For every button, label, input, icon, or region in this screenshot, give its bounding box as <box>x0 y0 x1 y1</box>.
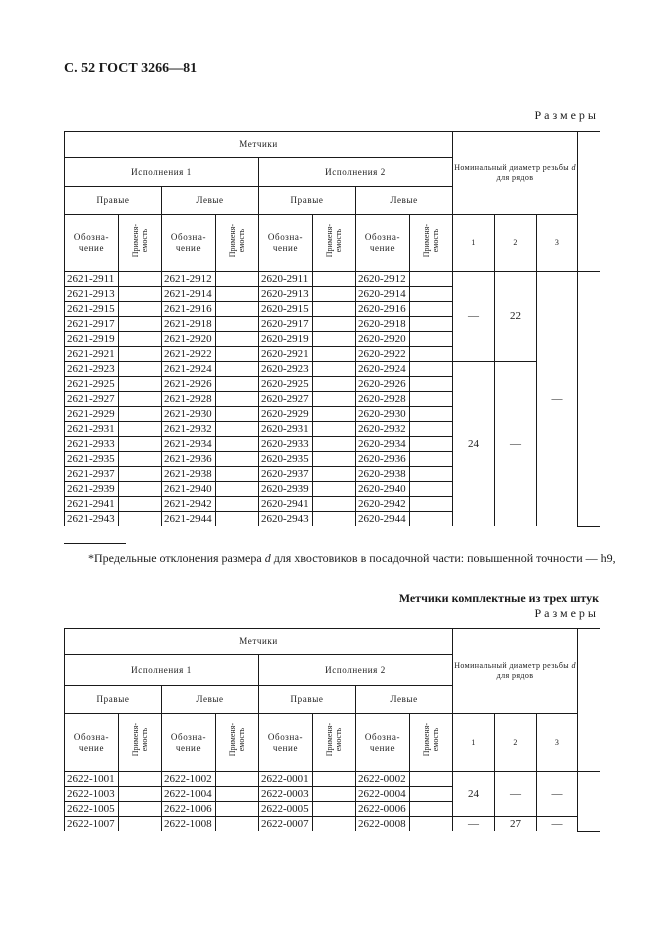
applicability-cell <box>216 437 259 452</box>
applicability-cell <box>410 362 453 377</box>
header-right-2: Правые <box>259 686 356 714</box>
applicability-cell <box>410 452 453 467</box>
designation-cell: 2621-2933 <box>65 437 119 452</box>
diameter-row3-value: — <box>537 817 578 832</box>
applicability-cell <box>313 482 356 497</box>
applicability-cell <box>313 407 356 422</box>
applicability-cell <box>216 287 259 302</box>
header-designation: Обозна- чение <box>259 714 313 772</box>
header-right-1: Правые <box>65 187 162 215</box>
applicability-cell <box>313 787 356 802</box>
header-designation: Обозна- чение <box>259 215 313 272</box>
header-applicability: Применя- емость <box>410 215 453 272</box>
applicability-cell <box>410 467 453 482</box>
designation-cell: 2622-1006 <box>162 802 216 817</box>
sizes-label-2: Размеры <box>534 606 599 620</box>
designation-cell: 2620-2915 <box>259 302 313 317</box>
designation-cell: 2620-2925 <box>259 377 313 392</box>
designation-cell: 2622-1007 <box>65 817 119 832</box>
designation-cell: 2620-2942 <box>356 497 410 512</box>
designation-cell: 2621-2918 <box>162 317 216 332</box>
applicability-cell <box>216 392 259 407</box>
diameter-row1-value: — <box>453 817 495 832</box>
designation-cell: 2620-2923 <box>259 362 313 377</box>
applicability-cell <box>313 772 356 787</box>
designation-cell: 2621-2942 <box>162 497 216 512</box>
header-applicability: Применя- емость <box>313 215 356 272</box>
applicability-cell <box>410 497 453 512</box>
table-row <box>65 817 600 832</box>
applicability-cell <box>313 452 356 467</box>
designation-cell: 2620-2929 <box>259 407 313 422</box>
sizes-label-1: Размеры <box>534 108 599 122</box>
applicability-cell <box>313 512 356 527</box>
applicability-cell <box>119 452 162 467</box>
designation-cell: 2622-0008 <box>356 817 410 832</box>
designation-cell: 2620-2944 <box>356 512 410 527</box>
header-applicability: Применя- емость <box>410 714 453 772</box>
designation-cell: 2620-2931 <box>259 422 313 437</box>
designation-cell: 2620-2911 <box>259 272 313 287</box>
applicability-cell <box>313 802 356 817</box>
designation-cell: 2622-1005 <box>65 802 119 817</box>
applicability-cell <box>119 347 162 362</box>
applicability-cell <box>410 772 453 787</box>
header-applicability: Применя- емость <box>216 215 259 272</box>
designation-cell: 2620-2916 <box>356 302 410 317</box>
header-designation: Обозна- чение <box>65 215 119 272</box>
diameter-row2-value: — <box>495 772 537 817</box>
taps-table-2 <box>64 628 600 832</box>
applicability-cell <box>119 422 162 437</box>
designation-cell: 2620-2936 <box>356 452 410 467</box>
applicability-cell <box>313 332 356 347</box>
designation-cell: 2621-2930 <box>162 407 216 422</box>
designation-cell: 2620-2938 <box>356 467 410 482</box>
header-designation: Обозна- чение <box>162 714 216 772</box>
applicability-cell <box>410 392 453 407</box>
applicability-cell <box>216 772 259 787</box>
blank-col <box>578 772 600 832</box>
diameter-row1-value: — <box>453 272 495 362</box>
applicability-cell <box>119 392 162 407</box>
diameter-row2-value: — <box>495 362 537 527</box>
header-metchiki: Метчики <box>65 629 453 655</box>
header-nominal-diameter: Номинальный диаметр резьбы d для рядов <box>453 132 578 215</box>
designation-cell: 2621-2936 <box>162 452 216 467</box>
applicability-cell <box>119 497 162 512</box>
designation-cell: 2621-2938 <box>162 467 216 482</box>
designation-cell: 2620-2918 <box>356 317 410 332</box>
designation-cell: 2620-2922 <box>356 347 410 362</box>
applicability-cell <box>410 802 453 817</box>
designation-cell: 2621-2935 <box>65 452 119 467</box>
applicability-cell <box>216 512 259 527</box>
designation-cell: 2620-2939 <box>259 482 313 497</box>
applicability-cell <box>313 497 356 512</box>
blank-col <box>578 272 600 527</box>
applicability-cell <box>410 422 453 437</box>
designation-cell: 2620-2940 <box>356 482 410 497</box>
designation-cell: 2620-2924 <box>356 362 410 377</box>
header-right-1: Правые <box>65 686 162 714</box>
designation-cell: 2620-2920 <box>356 332 410 347</box>
diameter-row1-value: 24 <box>453 362 495 527</box>
applicability-cell <box>216 497 259 512</box>
designation-cell: 2621-2928 <box>162 392 216 407</box>
applicability-cell <box>119 817 162 832</box>
designation-cell: 2621-2919 <box>65 332 119 347</box>
applicability-cell <box>410 817 453 832</box>
applicability-cell <box>216 802 259 817</box>
designation-cell: 2621-2939 <box>65 482 119 497</box>
designation-cell: 2621-2937 <box>65 467 119 482</box>
applicability-cell <box>119 317 162 332</box>
designation-cell: 2620-2930 <box>356 407 410 422</box>
applicability-cell <box>410 332 453 347</box>
designation-cell: 2620-2928 <box>356 392 410 407</box>
subtitle-complete-taps: Метчики комплектные из трех штук <box>398 591 599 605</box>
applicability-cell <box>313 817 356 832</box>
designation-cell: 2621-2922 <box>162 347 216 362</box>
applicability-cell <box>410 287 453 302</box>
applicability-cell <box>410 482 453 497</box>
designation-cell: 2622-0002 <box>356 772 410 787</box>
designation-cell: 2622-0007 <box>259 817 313 832</box>
applicability-cell <box>313 377 356 392</box>
applicability-cell <box>410 407 453 422</box>
applicability-cell <box>216 422 259 437</box>
applicability-cell <box>216 347 259 362</box>
applicability-cell <box>410 272 453 287</box>
header-designation: Обозна- чение <box>162 215 216 272</box>
designation-cell: 2622-0006 <box>356 802 410 817</box>
table-row <box>65 772 600 787</box>
applicability-cell <box>410 377 453 392</box>
applicability-cell <box>119 302 162 317</box>
applicability-cell <box>119 772 162 787</box>
diameter-row3-value: — <box>537 272 578 527</box>
designation-cell: 2620-2932 <box>356 422 410 437</box>
designation-cell: 2622-1004 <box>162 787 216 802</box>
table-row <box>65 362 600 377</box>
designation-cell: 2620-2937 <box>259 467 313 482</box>
designation-cell: 2621-2915 <box>65 302 119 317</box>
applicability-cell <box>119 802 162 817</box>
designation-cell: 2621-2940 <box>162 482 216 497</box>
designation-cell: 2621-2932 <box>162 422 216 437</box>
applicability-cell <box>313 287 356 302</box>
header-applicability: Применя- емость <box>313 714 356 772</box>
designation-cell: 2621-2924 <box>162 362 216 377</box>
applicability-cell <box>410 512 453 527</box>
applicability-cell <box>119 377 162 392</box>
applicability-cell <box>313 362 356 377</box>
applicability-cell <box>119 287 162 302</box>
taps-table-1 <box>64 131 600 527</box>
designation-cell: 2620-2935 <box>259 452 313 467</box>
header-row-1: 1 <box>453 215 495 272</box>
applicability-cell <box>119 272 162 287</box>
applicability-cell <box>216 377 259 392</box>
applicability-cell <box>216 317 259 332</box>
applicability-cell <box>216 407 259 422</box>
applicability-cell <box>410 347 453 362</box>
applicability-cell <box>313 437 356 452</box>
header-designation: Обозна- чение <box>356 714 410 772</box>
applicability-cell <box>313 467 356 482</box>
designation-cell: 2622-0005 <box>259 802 313 817</box>
header-isp1: Исполнения 1 <box>65 158 259 187</box>
applicability-cell <box>313 317 356 332</box>
applicability-cell <box>313 422 356 437</box>
designation-cell: 2620-2941 <box>259 497 313 512</box>
header-metchiki: Метчики <box>65 132 453 158</box>
blank-col <box>578 132 600 272</box>
designation-cell: 2620-2912 <box>356 272 410 287</box>
applicability-cell <box>216 787 259 802</box>
header-isp2: Исполнения 2 <box>259 158 453 187</box>
designation-cell: 2620-2926 <box>356 377 410 392</box>
designation-cell: 2620-2913 <box>259 287 313 302</box>
designation-cell: 2621-2927 <box>65 392 119 407</box>
header-right-2: Правые <box>259 187 356 215</box>
designation-cell: 2621-2923 <box>65 362 119 377</box>
blank-col <box>578 629 600 772</box>
header-row-1: 1 <box>453 714 495 772</box>
applicability-cell <box>216 332 259 347</box>
designation-cell: 2622-1001 <box>65 772 119 787</box>
header-isp1: Исполнения 1 <box>65 655 259 686</box>
header-designation: Обозна- чение <box>356 215 410 272</box>
designation-cell: 2620-2921 <box>259 347 313 362</box>
designation-cell: 2621-2941 <box>65 497 119 512</box>
footnote-rule <box>64 543 126 544</box>
designation-cell: 2620-2917 <box>259 317 313 332</box>
applicability-cell <box>119 482 162 497</box>
diameter-row1-value: 24 <box>453 772 495 817</box>
designation-cell: 2620-2943 <box>259 512 313 527</box>
designation-cell: 2620-2919 <box>259 332 313 347</box>
header-nominal-diameter: Номинальный диаметр резьбы d для рядов <box>453 629 578 714</box>
applicability-cell <box>313 302 356 317</box>
designation-cell: 2622-0003 <box>259 787 313 802</box>
header-row-3: 3 <box>537 714 578 772</box>
applicability-cell <box>313 392 356 407</box>
applicability-cell <box>119 407 162 422</box>
table-row <box>65 272 600 287</box>
applicability-cell <box>216 817 259 832</box>
applicability-cell <box>119 787 162 802</box>
applicability-cell <box>119 332 162 347</box>
designation-cell: 2622-1002 <box>162 772 216 787</box>
header-applicability: Применя- емость <box>216 714 259 772</box>
header-row-2: 2 <box>495 714 537 772</box>
designation-cell: 2621-2929 <box>65 407 119 422</box>
applicability-cell <box>216 302 259 317</box>
designation-cell: 2621-2920 <box>162 332 216 347</box>
applicability-cell <box>216 482 259 497</box>
applicability-cell <box>410 787 453 802</box>
designation-cell: 2620-2914 <box>356 287 410 302</box>
designation-cell: 2620-2927 <box>259 392 313 407</box>
designation-cell: 2621-2931 <box>65 422 119 437</box>
applicability-cell <box>410 302 453 317</box>
designation-cell: 2621-2916 <box>162 302 216 317</box>
header-designation: Обозна- чение <box>65 714 119 772</box>
designation-cell: 2621-2914 <box>162 287 216 302</box>
header-row-3: 3 <box>537 215 578 272</box>
header-left-2: Левые <box>356 686 453 714</box>
designation-cell: 2621-2911 <box>65 272 119 287</box>
header-applicability: Применя- емость <box>119 215 162 272</box>
designation-cell: 2621-2944 <box>162 512 216 527</box>
designation-cell: 2622-1008 <box>162 817 216 832</box>
applicability-cell <box>216 452 259 467</box>
designation-cell: 2621-2926 <box>162 377 216 392</box>
designation-cell: 2621-2943 <box>65 512 119 527</box>
applicability-cell <box>119 362 162 377</box>
designation-cell: 2621-2921 <box>65 347 119 362</box>
diameter-row3-value: — <box>537 772 578 817</box>
footnote: *Предельные отклонения размера d для хвостовиков в посадочной части: повышенной точности — h9, <box>88 551 616 565</box>
designation-cell: 2620-2934 <box>356 437 410 452</box>
designation-cell: 2621-2912 <box>162 272 216 287</box>
designation-cell: 2620-2933 <box>259 437 313 452</box>
designation-cell: 2622-1003 <box>65 787 119 802</box>
designation-cell: 2621-2913 <box>65 287 119 302</box>
diameter-row2-value: 27 <box>495 817 537 832</box>
header-left-1: Левые <box>162 187 259 215</box>
header-left-2: Левые <box>356 187 453 215</box>
header-row-2: 2 <box>495 215 537 272</box>
applicability-cell <box>410 317 453 332</box>
applicability-cell <box>410 437 453 452</box>
designation-cell: 2621-2917 <box>65 317 119 332</box>
diameter-row2-value: 22 <box>495 272 537 362</box>
applicability-cell <box>216 362 259 377</box>
designation-cell: 2622-0001 <box>259 772 313 787</box>
applicability-cell <box>119 467 162 482</box>
page-header: С. 52 ГОСТ 3266—81 <box>64 61 198 76</box>
designation-cell: 2622-0004 <box>356 787 410 802</box>
applicability-cell <box>216 467 259 482</box>
applicability-cell <box>216 272 259 287</box>
applicability-cell <box>119 512 162 527</box>
header-isp2: Исполнения 2 <box>259 655 453 686</box>
applicability-cell <box>313 272 356 287</box>
designation-cell: 2621-2934 <box>162 437 216 452</box>
header-applicability: Применя- емость <box>119 714 162 772</box>
applicability-cell <box>119 437 162 452</box>
applicability-cell <box>313 347 356 362</box>
header-left-1: Левые <box>162 686 259 714</box>
designation-cell: 2621-2925 <box>65 377 119 392</box>
